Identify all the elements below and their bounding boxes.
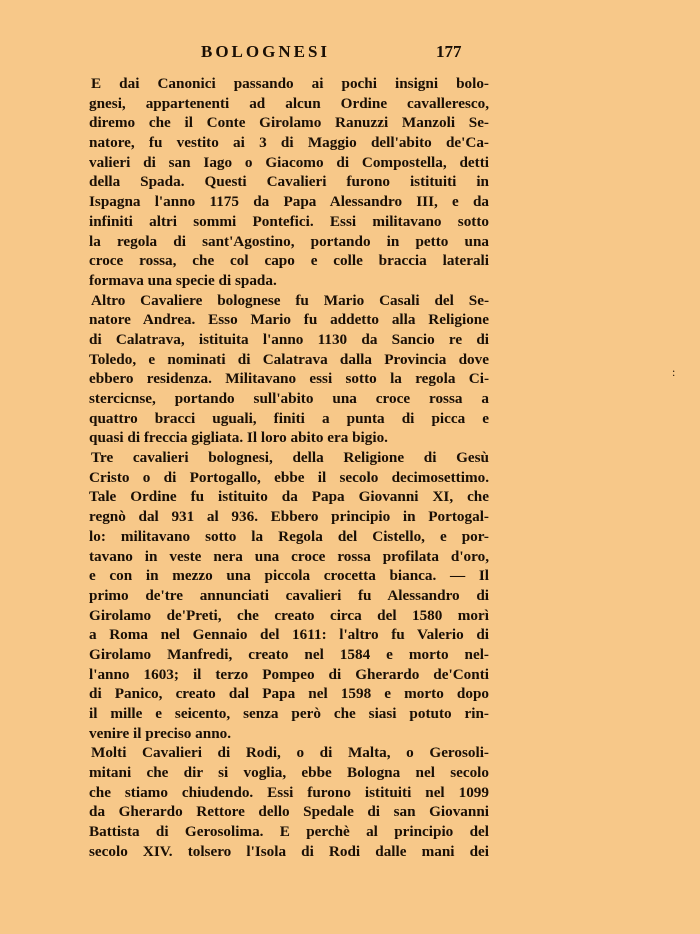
- text-line: che stiamo chiudendo. Essi furono istituiti nel 1099: [89, 783, 489, 801]
- text-line: di Calatrava, istituita l'anno 1130 da Sancio re di: [89, 330, 489, 348]
- text-line: il mille e seicento, senza però che siasi potuto rin-: [89, 705, 489, 722]
- text-line: tavano in veste nera una croce rossa profilata d'oro,: [89, 547, 489, 565]
- text-line: Battista di Gerosolima. E perchè al principio del: [89, 823, 489, 841]
- text-line: natore, fu vestito ai 3 di Maggio dell'abito de'Ca-: [89, 134, 489, 152]
- text-line: regnò dal 931 al 936. Ebbero principio in Portogal-: [89, 508, 489, 526]
- text-line: natore Andrea. Esso Mario fu addetto alla Religione: [89, 311, 489, 329]
- text-line: lo: militavano sotto la Regola del Cistello, e por-: [89, 527, 489, 545]
- text-line: di Panico, creato dal Papa nel 1598 e morto dopo: [89, 685, 489, 703]
- text-line: e con in mezzo una piccola crocetta bianca. — Il: [89, 567, 489, 585]
- text-line: la regola di sant'Agostino, portando in petto una: [89, 232, 489, 250]
- text-line: Cristo o di Portogallo, ebbe il secolo decimosettimo.: [89, 468, 489, 486]
- running-title: BOLOGNESI: [201, 42, 331, 61]
- running-head: [89, 42, 489, 66]
- text-line: Girolamo Manfredi, creato nel 1584 e morto nel-: [89, 645, 489, 663]
- text-line: Altro Cavaliere bolognese fu Mario Casali del Se-: [91, 291, 489, 309]
- text-line: formava una specie di spada.: [89, 271, 277, 289]
- text-line: stercicnse, portando sull'abito una croce rossa a: [89, 390, 489, 407]
- text-line: Tre cavalieri bolognesi, della Religione di Gesù: [91, 449, 489, 467]
- text-line: Toledo, e nominati di Calatrava dalla Provincia dove: [89, 350, 489, 368]
- text-line: infiniti altri sommi Pontefici. Essi militavano sotto: [89, 212, 489, 230]
- text-line: valieri di san Iago o Giacomo di Compostella, detti: [89, 153, 489, 171]
- text-line: Ispagna l'anno 1175 da Papa Alessandro III, e da: [89, 193, 489, 211]
- text-line: a Roma nel Gennaio del 1611: l'altro fu Valerio di: [89, 626, 489, 644]
- text-line: da Gherardo Rettore dello Spedale di san Giovanni: [89, 803, 489, 821]
- text-line: venire il preciso anno.: [89, 724, 232, 742]
- text-line: croce rossa, che col capo e colle braccia laterali: [89, 252, 489, 270]
- text-line: diremo che il Conte Girolamo Ranuzzi Manzoli Se-: [89, 114, 489, 132]
- text-line: ebbero residenza. Militavano essi sotto la regola Ci-: [89, 370, 489, 388]
- text-line: mitani che dir si voglia, ebbe Bologna nel secolo: [89, 764, 489, 782]
- text-line: quasi di freccia gigliata. Il loro abito era bigio.: [89, 429, 388, 447]
- text-line: l'anno 1603; il terzo Pompeo di Gherardo de'Conti: [89, 665, 489, 683]
- text-line: primo de'tre annunciati cavalieri fu Alessandro di: [89, 586, 489, 604]
- text-line: quattro bracci uguali, finiti a punta di picca e: [89, 409, 489, 427]
- text-line: secolo XIV. tolsero l'Isola di Rodi dalle mani dei: [89, 842, 489, 860]
- text-line: E dai Canonici passando ai pochi insigni bolo-: [91, 75, 489, 92]
- text-line: Girolamo de'Preti, che creato circa del 1580 morì: [89, 606, 489, 624]
- margin-mark: :: [672, 365, 676, 379]
- text-line: gnesi, appartenenti ad alcun Ordine cavalleresco,: [89, 94, 489, 112]
- text-line: Molti Cavalieri di Rodi, o di Malta, o Gerosoli-: [91, 744, 489, 762]
- text-line: Tale Ordine fu istituito da Papa Giovanni XI, che: [89, 488, 489, 506]
- page-number: 177: [436, 42, 462, 61]
- text-line: della Spada. Questi Cavalieri furono istituiti in: [89, 173, 489, 191]
- body-text: [89, 74, 489, 862]
